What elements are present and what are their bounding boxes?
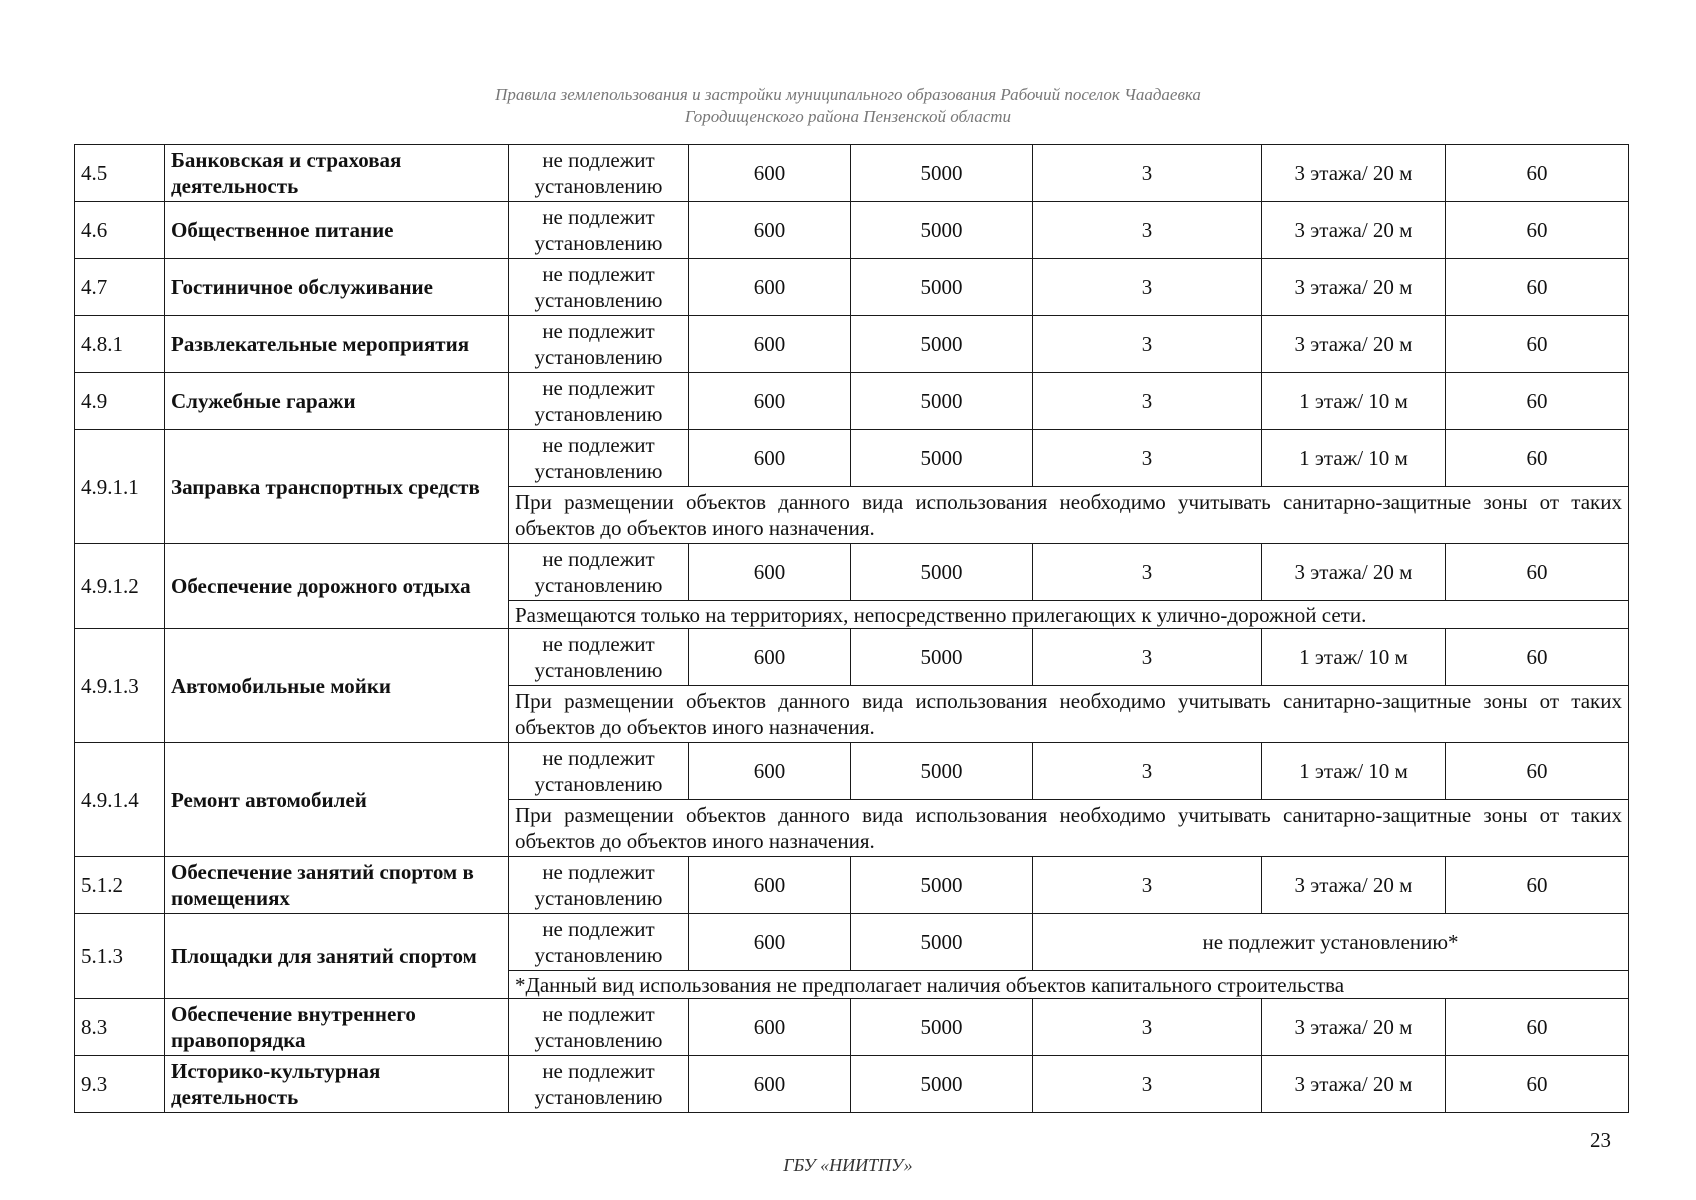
row-cell: 60 xyxy=(1446,373,1629,430)
row-cell: 3 xyxy=(1033,857,1262,914)
row-cell: 3 xyxy=(1033,202,1262,259)
row-cell: не подлежит установлению xyxy=(509,259,689,316)
row-name: Обеспечение занятий спортом в помещениях xyxy=(165,857,509,914)
row-cell: 600 xyxy=(689,259,851,316)
row-cell: 1 этаж/ 10 м xyxy=(1262,373,1446,430)
row-name: Банковская и страховая деятельность xyxy=(165,145,509,202)
table-row xyxy=(75,629,1629,686)
table-row xyxy=(75,999,1629,1056)
row-cell: не подлежит установлению xyxy=(509,544,689,601)
row-cell: 3 xyxy=(1033,544,1262,601)
row-cell: 60 xyxy=(1446,999,1629,1056)
row-note: *Данный вид использования не предполагает наличия объектов капитального строительства xyxy=(509,971,1629,999)
document-footer: ГБУ «НИИТПУ» xyxy=(783,1155,913,1175)
row-note: Размещаются только на территориях, непосредственно прилегающих к улично-дорожной сети. xyxy=(509,601,1629,629)
row-name: Историко-культурная деятельность xyxy=(165,1056,509,1113)
row-note: При размещении объектов данного вида использования необходимо учитывать санитарно-защитные зоны от таких объектов до объектов иного назначения. xyxy=(509,800,1629,857)
row-cell: 600 xyxy=(689,430,851,487)
row-cell: 3 этажа/ 20 м xyxy=(1262,857,1446,914)
row-cell: 3 этажа/ 20 м xyxy=(1262,259,1446,316)
row-cell: 600 xyxy=(689,999,851,1056)
row-cell: 3 xyxy=(1033,743,1262,800)
row-cell: 3 этажа/ 20 м xyxy=(1262,145,1446,202)
row-code: 4.5 xyxy=(75,145,165,202)
row-cell: не подлежит установлению xyxy=(509,430,689,487)
row-cell: 600 xyxy=(689,743,851,800)
land-use-table xyxy=(74,144,1629,1113)
row-cell: 3 xyxy=(1033,373,1262,430)
row-cell: 60 xyxy=(1446,743,1629,800)
row-cell: 3 xyxy=(1033,629,1262,686)
table-row xyxy=(75,145,1629,202)
row-cell: 60 xyxy=(1446,1056,1629,1113)
row-cell: 3 xyxy=(1033,999,1262,1056)
row-cell: 60 xyxy=(1446,145,1629,202)
row-cell: 600 xyxy=(689,373,851,430)
row-cell: 5000 xyxy=(851,316,1033,373)
row-code: 4.9.1.3 xyxy=(75,629,165,743)
row-code: 5.1.2 xyxy=(75,857,165,914)
row-cell: 5000 xyxy=(851,629,1033,686)
row-cell: 5000 xyxy=(851,743,1033,800)
header-line-2: Городищенского района Пензенской области xyxy=(684,107,1012,126)
row-cell: не подлежит установлению xyxy=(509,1056,689,1113)
row-code: 9.3 xyxy=(75,1056,165,1113)
row-name: Гостиничное обслуживание xyxy=(165,259,509,316)
table-row xyxy=(75,914,1629,971)
table-row xyxy=(75,1056,1629,1113)
row-cell: 5000 xyxy=(851,373,1033,430)
table-row xyxy=(75,857,1629,914)
row-code: 4.9.1.4 xyxy=(75,743,165,857)
row-code: 4.9.1.2 xyxy=(75,544,165,629)
row-cell: 5000 xyxy=(851,544,1033,601)
row-cell: 60 xyxy=(1446,259,1629,316)
row-cell: 60 xyxy=(1446,316,1629,373)
row-cell: не подлежит установлению xyxy=(509,857,689,914)
row-name: Общественное питание xyxy=(165,202,509,259)
row-cell: не подлежит установлению xyxy=(509,145,689,202)
table-row xyxy=(75,743,1629,800)
table-row xyxy=(75,373,1629,430)
row-cell: 600 xyxy=(689,1056,851,1113)
row-cell: 60 xyxy=(1446,857,1629,914)
row-merged-cell: не подлежит установлению* xyxy=(1033,914,1629,971)
table-row xyxy=(75,259,1629,316)
row-cell: 600 xyxy=(689,544,851,601)
table-row xyxy=(75,316,1629,373)
row-cell: 3 этажа/ 20 м xyxy=(1262,316,1446,373)
row-cell: 60 xyxy=(1446,202,1629,259)
row-cell: 5000 xyxy=(851,857,1033,914)
row-cell: 60 xyxy=(1446,629,1629,686)
row-cell: 600 xyxy=(689,316,851,373)
row-cell: 1 этаж/ 10 м xyxy=(1262,430,1446,487)
row-name: Развлекательные мероприятия xyxy=(165,316,509,373)
row-code: 4.8.1 xyxy=(75,316,165,373)
row-cell: 3 этажа/ 20 м xyxy=(1262,202,1446,259)
row-cell: 3 xyxy=(1033,316,1262,373)
row-name: Заправка транспортных средств xyxy=(165,430,509,544)
row-cell: 60 xyxy=(1446,430,1629,487)
row-name: Площадки для занятий спортом xyxy=(165,914,509,999)
row-code: 4.9.1.1 xyxy=(75,430,165,544)
row-cell: 1 этаж/ 10 м xyxy=(1262,629,1446,686)
row-cell: 5000 xyxy=(851,999,1033,1056)
row-cell: 3 xyxy=(1033,259,1262,316)
row-cell: 5000 xyxy=(851,259,1033,316)
row-cell: не подлежит установлению xyxy=(509,743,689,800)
document-header xyxy=(0,84,1696,128)
table-row xyxy=(75,430,1629,487)
row-cell: 600 xyxy=(689,145,851,202)
table-row xyxy=(75,544,1629,601)
row-cell: 600 xyxy=(689,629,851,686)
row-code: 4.7 xyxy=(75,259,165,316)
row-code: 4.6 xyxy=(75,202,165,259)
row-note: При размещении объектов данного вида использования необходимо учитывать санитарно-защитные зоны от таких объектов до объектов иного назначения. xyxy=(509,686,1629,743)
row-name: Обеспечение внутреннего правопорядка xyxy=(165,999,509,1056)
row-cell: не подлежит установлению xyxy=(509,373,689,430)
row-code: 8.3 xyxy=(75,999,165,1056)
row-cell: не подлежит установлению xyxy=(509,914,689,971)
row-cell: не подлежит установлению xyxy=(509,316,689,373)
row-cell: 600 xyxy=(689,857,851,914)
row-cell: 5000 xyxy=(851,430,1033,487)
row-name: Ремонт автомобилей xyxy=(165,743,509,857)
row-cell: не подлежит установлению xyxy=(509,629,689,686)
row-cell: 1 этаж/ 10 м xyxy=(1262,743,1446,800)
row-cell: 3 xyxy=(1033,1056,1262,1113)
row-cell: 5000 xyxy=(851,145,1033,202)
row-name: Обеспечение дорожного отдыха xyxy=(165,544,509,629)
row-cell: 600 xyxy=(689,202,851,259)
row-code: 4.9 xyxy=(75,373,165,430)
row-cell: 5000 xyxy=(851,1056,1033,1113)
row-cell: не подлежит установлению xyxy=(509,999,689,1056)
row-cell: 3 этажа/ 20 м xyxy=(1262,1056,1446,1113)
row-cell: 3 этажа/ 20 м xyxy=(1262,544,1446,601)
header-line-1: Правила землепользования и застройки муниципального образования Рабочий поселок Чаадаевка xyxy=(495,85,1201,104)
row-note: При размещении объектов данного вида использования необходимо учитывать санитарно-защитные зоны от таких объектов до объектов иного назначения. xyxy=(509,487,1629,544)
row-cell: 5000 xyxy=(851,914,1033,971)
row-name: Автомобильные мойки xyxy=(165,629,509,743)
row-cell: 600 xyxy=(689,914,851,971)
table-row xyxy=(75,202,1629,259)
row-cell: 3 этажа/ 20 м xyxy=(1262,999,1446,1056)
row-code: 5.1.3 xyxy=(75,914,165,999)
row-cell: 3 xyxy=(1033,145,1262,202)
row-cell: 60 xyxy=(1446,544,1629,601)
page-number: 23 xyxy=(1590,1128,1611,1152)
row-cell: не подлежит установлению xyxy=(509,202,689,259)
row-cell: 5000 xyxy=(851,202,1033,259)
row-cell: 3 xyxy=(1033,430,1262,487)
row-name: Служебные гаражи xyxy=(165,373,509,430)
